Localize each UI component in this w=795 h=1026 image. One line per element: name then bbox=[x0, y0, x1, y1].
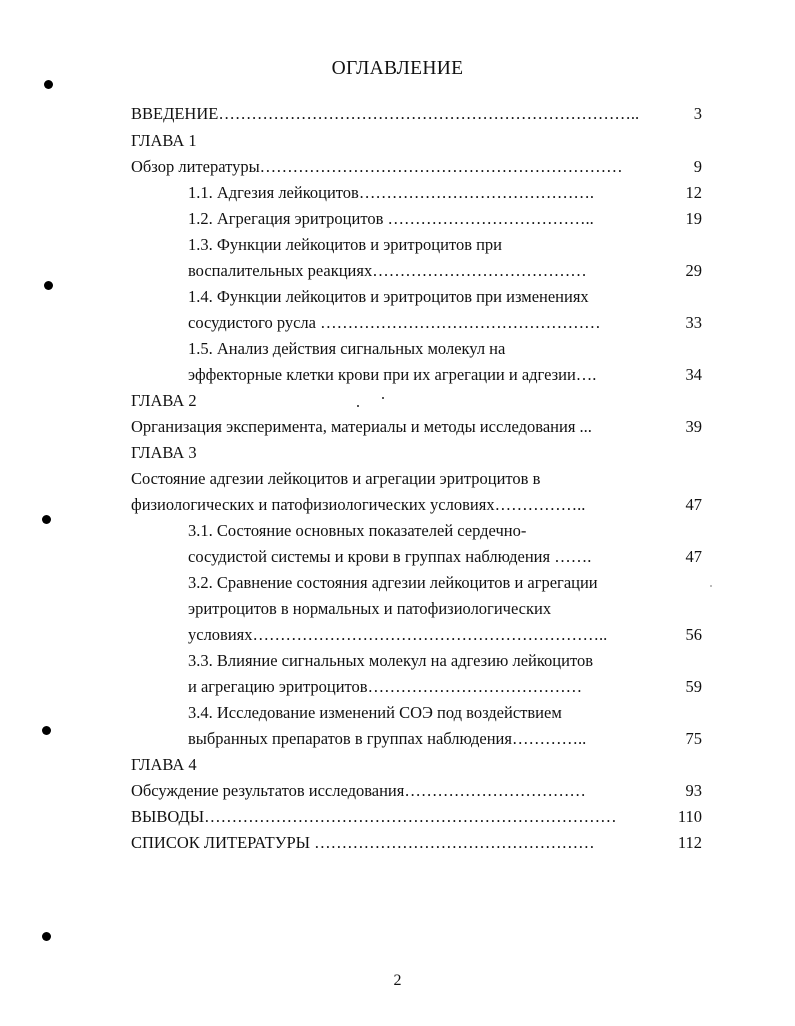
toc-page-number: 34 bbox=[685, 365, 702, 384]
toc-subentry: 1.1. Адгезия лейкоцитов……………………………………. bbox=[188, 183, 594, 202]
toc-entry-conclusions: ВЫВОДЫ………………………………………………………………… bbox=[131, 807, 617, 826]
punch-hole-mark bbox=[44, 281, 53, 290]
toc-page-number: 93 bbox=[685, 781, 702, 800]
toc-page-number: 59 bbox=[685, 677, 702, 696]
toc-chapter-heading: ГЛАВА 1 bbox=[131, 131, 197, 150]
page-number-footer: 2 bbox=[393, 972, 402, 989]
toc-page-number: 110 bbox=[677, 807, 702, 826]
page-title: ОГЛАВЛЕНИЕ bbox=[331, 58, 464, 79]
toc-subentry: 1.4. Функции лейкоцитов и эритроцитов при изменениях bbox=[188, 287, 589, 306]
punch-hole-mark bbox=[42, 932, 51, 941]
toc-subentry: 3.3. Влияние сигнальных молекул на адгезию лейкоцитов bbox=[188, 651, 593, 670]
toc-subentry: и агрегацию эритроцитов………………………………… bbox=[188, 677, 583, 696]
toc-page-number: 33 bbox=[685, 313, 702, 332]
scan-speck bbox=[382, 397, 384, 399]
toc-page-number: 47 bbox=[685, 547, 702, 566]
toc-page-number: 112 bbox=[677, 833, 702, 852]
toc-subentry: сосудистого русла …………………………………………… bbox=[188, 313, 601, 332]
toc-page-number: 19 bbox=[685, 209, 702, 228]
toc-chapter-heading: ГЛАВА 3 bbox=[131, 443, 197, 462]
toc-subentry: эффекторные клетки крови при их агрегации и адгезии…. bbox=[188, 365, 597, 384]
toc-subentry: 1.3. Функции лейкоцитов и эритроцитов при bbox=[188, 235, 503, 254]
scan-speck bbox=[710, 585, 712, 587]
toc-page-number: 29 bbox=[685, 261, 702, 280]
toc-entry: Организация эксперимента, материалы и методы исследования ... bbox=[131, 417, 592, 436]
punch-hole-mark bbox=[44, 80, 53, 89]
toc-page-number: 39 bbox=[685, 417, 702, 436]
toc-page-number: 3 bbox=[693, 104, 702, 123]
toc-subentry: 3.1. Состояние основных показателей сердечно- bbox=[188, 521, 527, 540]
toc-entry: Обзор литературы………………………………………………………… bbox=[131, 157, 623, 176]
toc-page-number: 47 bbox=[685, 495, 702, 514]
scan-speck bbox=[357, 405, 359, 407]
toc-subentry: выбранных препаратов в группах наблюдения………….. bbox=[188, 729, 587, 748]
toc-page-number: 75 bbox=[685, 729, 702, 748]
toc-subentry: 3.4. Исследование изменений СОЭ под воздействием bbox=[188, 703, 562, 722]
toc-subentry: сосудистой системы и крови в группах наблюдения ……. bbox=[188, 547, 592, 566]
toc-subentry: воспалительных реакциях………………………………… bbox=[188, 261, 587, 280]
punch-hole-mark bbox=[42, 726, 51, 735]
toc-chapter-heading: ГЛАВА 4 bbox=[131, 755, 197, 774]
toc-chapter-heading: ГЛАВА 2 bbox=[131, 391, 197, 410]
toc-page-number: 12 bbox=[685, 183, 702, 202]
toc-subentry: 1.2. Агрегация эритроцитов ……………………………….. bbox=[188, 209, 594, 228]
toc-page-number: 56 bbox=[685, 625, 702, 644]
toc-page-number: 9 bbox=[693, 157, 702, 176]
toc-subentry: эритроцитов в нормальных и патофизиологических bbox=[188, 599, 552, 618]
toc-entry: физиологических и патофизиологических условиях…………….. bbox=[131, 495, 586, 514]
toc-subentry: условиях……………………………………………………….. bbox=[188, 625, 608, 644]
toc-entry: Состояние адгезии лейкоцитов и агрегации эритроцитов в bbox=[131, 469, 541, 488]
toc-entry: Обсуждение результатов исследования…………………………… bbox=[131, 781, 586, 800]
toc-subentry: 1.5. Анализ действия сигнальных молекул на bbox=[188, 339, 506, 358]
toc-entry-introduction: ВВЕДЕНИЕ………………………………………………………………….. bbox=[131, 104, 640, 123]
toc-subentry: 3.2. Сравнение состояния адгезии лейкоцитов и агрегации bbox=[188, 573, 598, 592]
toc-entry-references: СПИСОК ЛИТЕРАТУРЫ …………………………………………… bbox=[131, 833, 595, 852]
punch-hole-mark bbox=[42, 515, 51, 524]
